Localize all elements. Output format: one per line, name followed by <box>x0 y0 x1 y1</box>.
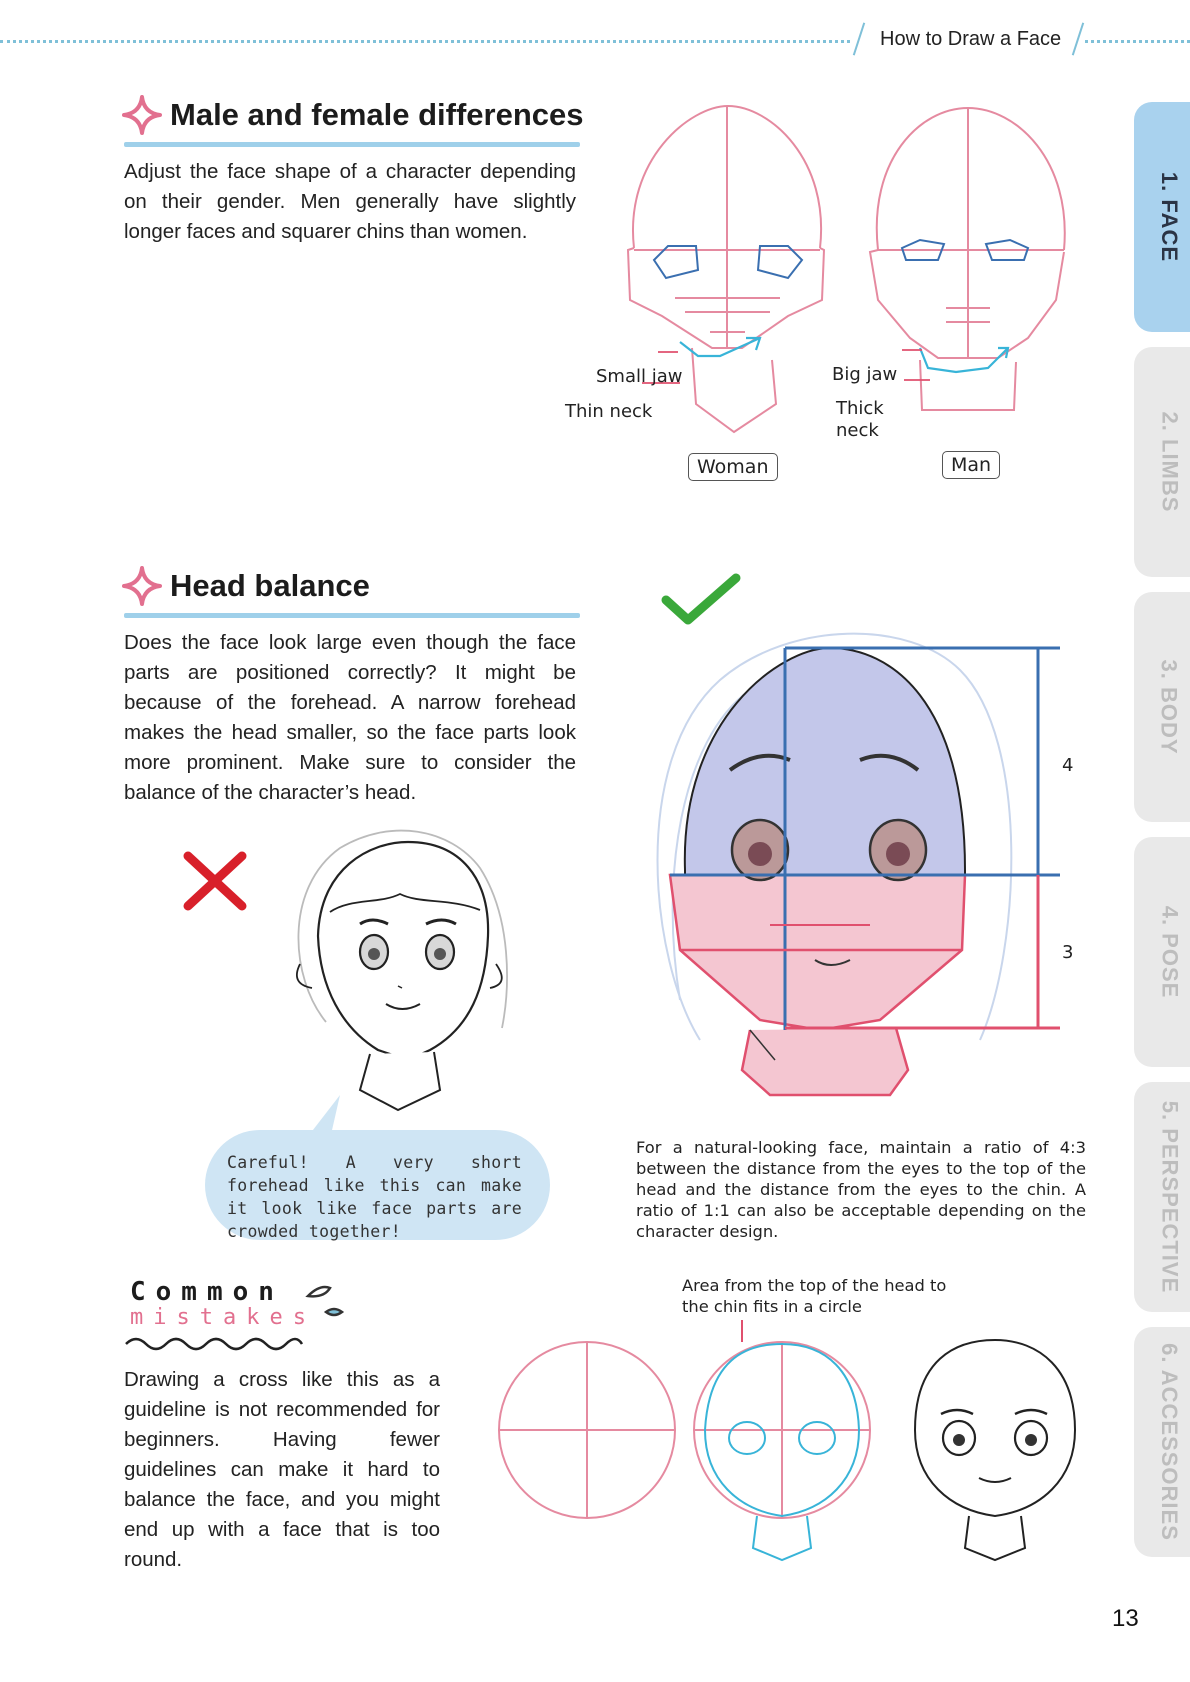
sparkle-icon <box>122 95 162 135</box>
label-small-jaw: Small jaw <box>596 366 683 387</box>
head-balance-ratio-illustration <box>640 620 1080 1120</box>
ratio-top-label: 4 <box>1062 755 1074 776</box>
common-mistakes-title-1: Common <box>130 1277 284 1307</box>
woman-man-head-guides <box>620 100 1080 440</box>
header-slash-left <box>853 23 865 56</box>
cross-mark-icon <box>180 850 250 912</box>
tab-accessories[interactable]: 6. ACCESSORIES <box>1134 1327 1190 1557</box>
water-drops-icon <box>304 1282 346 1322</box>
sparkle-icon <box>122 566 162 606</box>
label-thick-neck-1: Thick <box>836 398 884 419</box>
running-head: How to Draw a Face <box>880 28 1062 50</box>
common-mistakes-title-2: mistakes <box>130 1305 316 1330</box>
ratio-bottom-label: 3 <box>1062 942 1074 963</box>
label-woman: Woman <box>688 453 778 481</box>
section-rule <box>124 142 580 147</box>
warning-speech-bubble: Careful! A very short forehead like this can make it look like face parts are crowded together! <box>205 1130 550 1240</box>
circle-guide-comparison <box>495 1320 1095 1570</box>
label-man: Man <box>942 451 1000 479</box>
tab-face[interactable]: 1. FACE <box>1134 102 1190 332</box>
section1-body: Adjust the face shape of a character depending on their gender. Men generally have slightly longer faces and squarer chins than women. <box>124 160 576 243</box>
section-rule <box>124 613 580 618</box>
common-mistakes-body: Drawing a cross like this as a guideline is not recommended for beginners. Having fewer guidelines can make it hard to balance the face, and you might end up with a face that is too round. <box>124 1368 440 1571</box>
short-forehead-face-illustration <box>290 828 520 1108</box>
header-slash-right <box>1072 23 1084 56</box>
tab-limbs[interactable]: 2. LIMBS <box>1134 347 1190 577</box>
squiggle-divider <box>124 1332 304 1356</box>
section-title-head-balance: Head balance <box>170 568 370 603</box>
section2-body: Does the face look large even though the face parts are positioned correctly? It might be because of the forehead. A narrow forehead makes the head smaller, so the face parts look more prominent. Make sure to consider the balance of the character’s head. <box>124 631 576 804</box>
tab-pose[interactable]: 4. POSE <box>1134 837 1190 1067</box>
header-dotted-rule-left <box>0 40 850 43</box>
header-dotted-rule-right <box>1085 40 1190 43</box>
tab-body[interactable]: 3. BODY <box>1134 592 1190 822</box>
label-thin-neck: Thin neck <box>565 401 653 422</box>
circle-note: Area from the top of the head to the chin fits in a circle <box>682 1276 947 1316</box>
ratio-caption: For a natural-looking face, maintain a ratio of 4:3 between the distance from the eyes to the top of the head and the distance from the eyes to the chin. A ratio of 1:1 can also be acceptable depending on the character design. <box>636 1138 1086 1241</box>
label-thick-neck-2: neck <box>836 420 879 441</box>
tab-perspective[interactable]: 5. PERSPECTIVE <box>1134 1082 1190 1312</box>
section-title-male-female: Male and female differences <box>170 97 584 132</box>
page-number: 13 <box>1112 1605 1139 1632</box>
label-big-jaw: Big jaw <box>832 364 898 385</box>
